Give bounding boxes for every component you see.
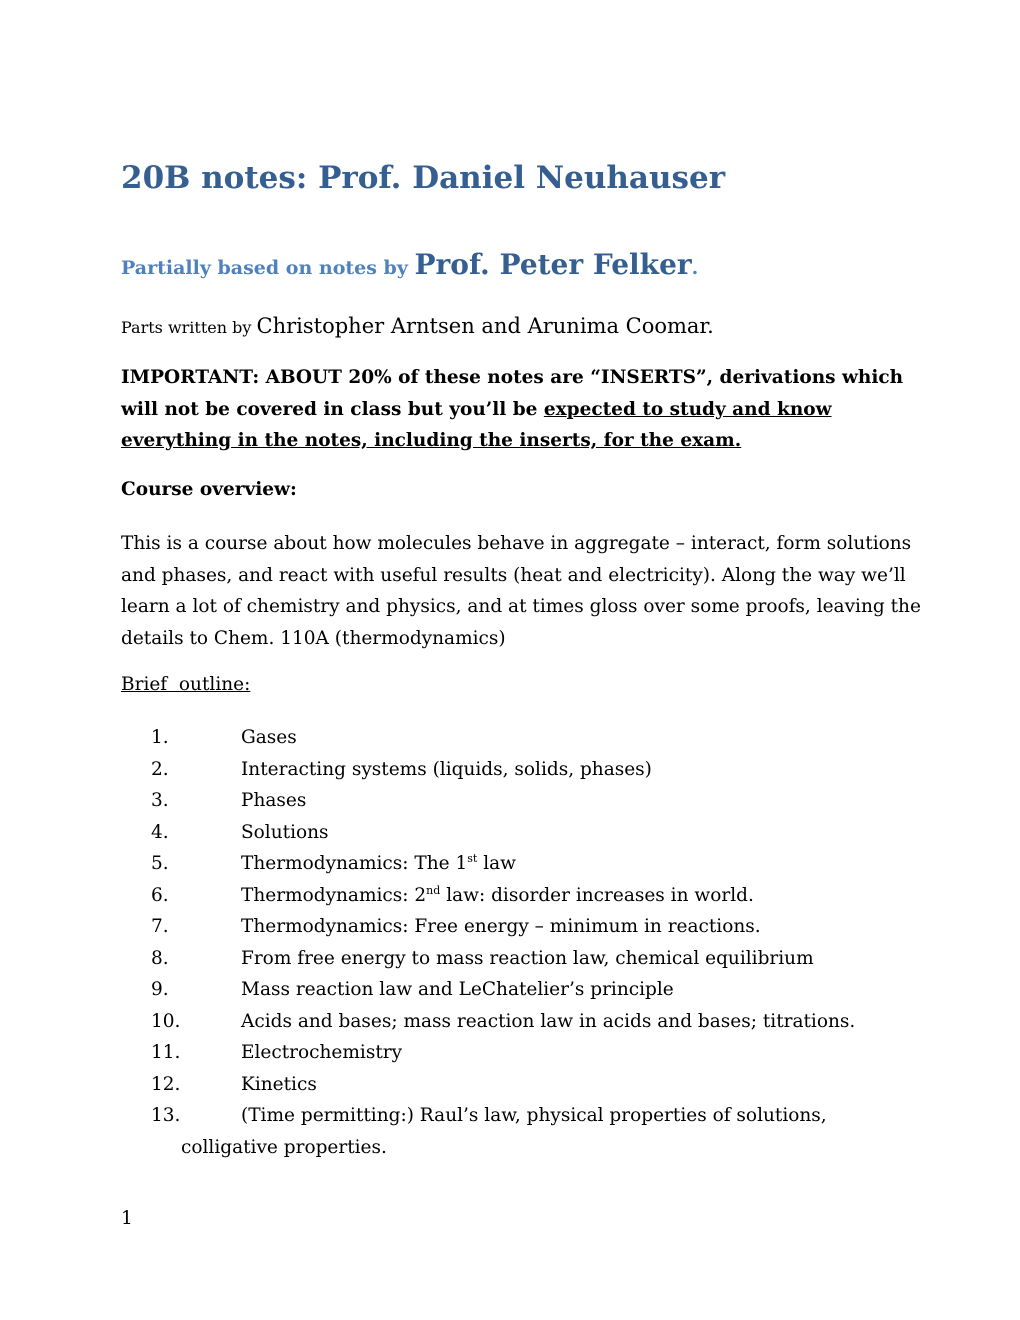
list-item-number: 7. bbox=[151, 916, 169, 937]
list-item-text: Phases bbox=[241, 790, 307, 811]
list-item-number: 6. bbox=[151, 884, 169, 906]
list-item-number: 3. bbox=[151, 790, 169, 811]
subtitle-prefix: Partially based on notes by bbox=[121, 257, 415, 279]
list-item bbox=[0, 880, 1020, 912]
list-item-number: 4. bbox=[151, 821, 169, 843]
list-item bbox=[0, 1100, 1020, 1132]
list-item-text: Gases bbox=[241, 727, 297, 748]
outline-label: Brief outline: bbox=[121, 674, 251, 695]
list-item-number: 13. bbox=[151, 1105, 181, 1126]
credits-prefix: Parts written by bbox=[121, 318, 257, 337]
overview-heading: Course overview: bbox=[121, 479, 297, 500]
list-item-number: 10. bbox=[151, 1010, 181, 1032]
list-item-continuation: colligative properties. bbox=[181, 1136, 387, 1158]
list-item-number: 5. bbox=[151, 853, 169, 874]
list-item bbox=[0, 848, 1020, 880]
page-number: 1 bbox=[121, 1208, 133, 1229]
credits-names: Christopher Arntsen and Arunima Coomar. bbox=[256, 314, 714, 338]
list-item-text: Solutions bbox=[241, 821, 329, 843]
list-item-text: Acids and bases; mass reaction law in acids and bases; titrations. bbox=[241, 1010, 856, 1032]
list-item-superscript: st bbox=[467, 852, 478, 865]
list-item bbox=[0, 974, 1020, 1006]
list-item bbox=[0, 943, 1020, 975]
list-item bbox=[0, 1006, 1020, 1038]
list-item-text-after: law bbox=[477, 853, 516, 874]
list-item-text-before: Thermodynamics: 2 bbox=[241, 884, 427, 906]
subtitle bbox=[121, 248, 698, 281]
subtitle-suffix: . bbox=[691, 257, 699, 279]
list-item-text: Thermodynamics: Free energy – minimum in reactions. bbox=[241, 916, 761, 937]
list-item-text bbox=[241, 880, 754, 912]
list-item-number: 8. bbox=[151, 947, 169, 969]
subtitle-name: Prof. Peter Felker bbox=[414, 248, 692, 281]
important-notice bbox=[121, 362, 921, 457]
list-item-text: From free energy to mass reaction law, chemical equilibrium bbox=[241, 947, 814, 969]
list-item-number: 11. bbox=[151, 1042, 181, 1063]
list-item bbox=[0, 1037, 1020, 1069]
list-item-number: 1. bbox=[151, 727, 169, 748]
list-item-number: 9. bbox=[151, 979, 169, 1000]
list-item bbox=[0, 722, 1020, 754]
list-item-text: Mass reaction law and LeChatelier’s principle bbox=[241, 979, 674, 1000]
important-lead: IMPORTANT: ABOUT 20% of these notes are “INSERTS”, derivations which will not be covered in class but you’ll be bbox=[121, 367, 904, 420]
list-item-text bbox=[241, 848, 516, 880]
overview-paragraph: This is a course about how molecules behave in aggregate – interact, form solutions and phases, and react with useful results (heat and electricity). Along the way we’ll learn a lot of chemistry and physics, and at times gloss over some proofs, leaving the details to Chem. 110A (thermodynamics) bbox=[121, 533, 921, 649]
list-item-text: (Time permitting:) Raul’s law, physical properties of solutions, bbox=[241, 1105, 827, 1126]
list-item-number: 12. bbox=[151, 1073, 181, 1095]
list-item-text: Electrochemistry bbox=[241, 1042, 403, 1063]
outline-list bbox=[0, 722, 1020, 1163]
list-item bbox=[0, 1069, 1020, 1101]
list-item-text-before: Thermodynamics: The 1 bbox=[241, 853, 468, 874]
important-underlined: expected to study and know everything in the notes, including the inserts, for the exam. bbox=[121, 398, 832, 451]
list-item bbox=[0, 785, 1020, 817]
list-item-text: Interacting systems (liquids, solids, phases) bbox=[241, 758, 652, 780]
credits-line bbox=[121, 314, 714, 338]
list-item bbox=[0, 817, 1020, 849]
list-item bbox=[0, 754, 1020, 786]
list-item-text-after: law: disorder increases in world. bbox=[440, 884, 754, 906]
page-title: 20B notes: Prof. Daniel Neuhauser bbox=[121, 160, 726, 196]
list-item-superscript: nd bbox=[426, 883, 441, 897]
list-item-text: Kinetics bbox=[241, 1073, 317, 1095]
list-item bbox=[0, 911, 1020, 943]
list-item-number: 2. bbox=[151, 758, 169, 780]
